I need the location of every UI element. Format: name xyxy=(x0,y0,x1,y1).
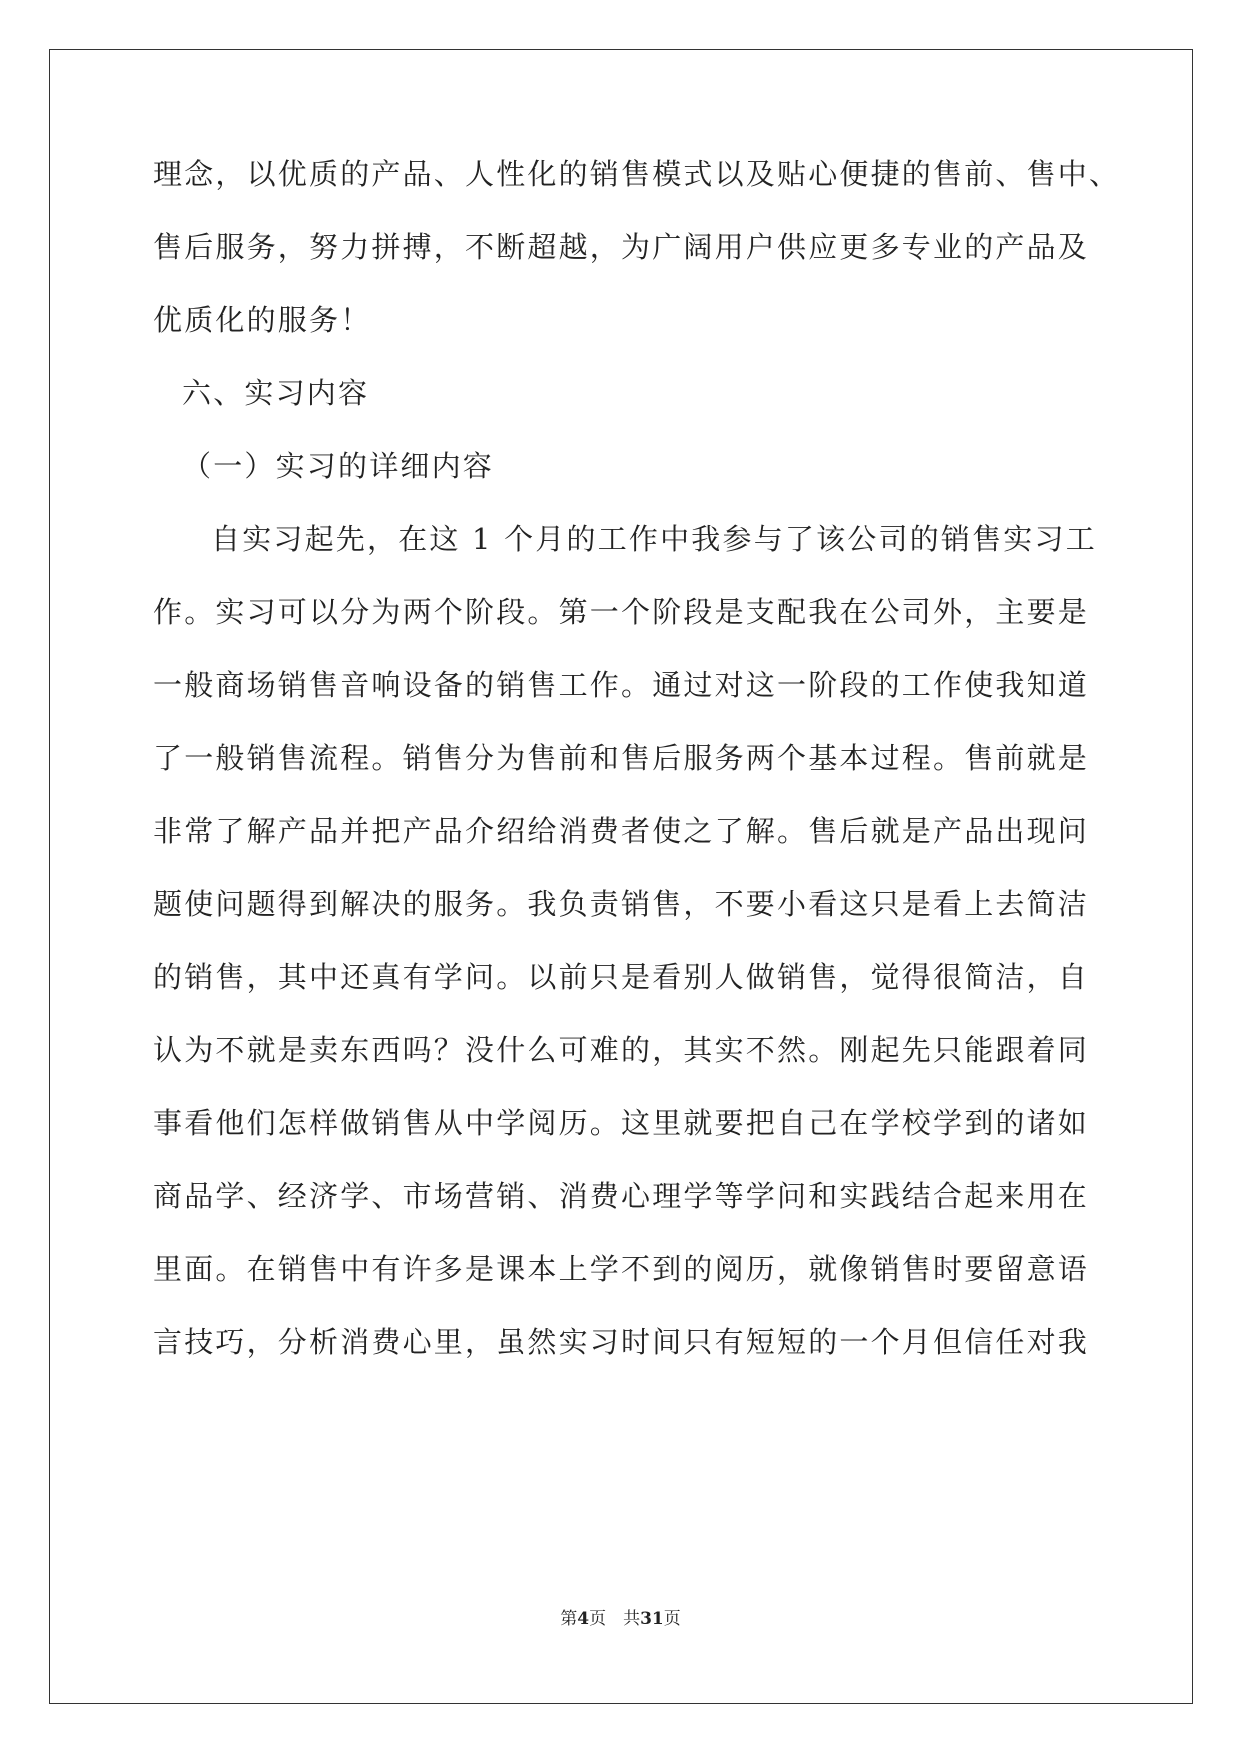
body-line: 的销售，其中还真有学问。以前只是看别人做销售，觉得很简洁，自 xyxy=(153,960,1090,994)
body-line: 题使问题得到解决的服务。我负责销售，不要小看这只是看上去简洁 xyxy=(153,887,1090,921)
body-line: 事看他们怎样做销售从中学阅历。这里就要把自己在学校学到的诸如 xyxy=(153,1106,1090,1140)
total-page-count: 31 xyxy=(640,1609,664,1629)
section-heading: 六、实习内容 xyxy=(182,376,370,410)
body-line: 言技巧，分析消费心里，虽然实习时间只有短短的一个月但信任对我 xyxy=(153,1325,1090,1359)
page-border xyxy=(49,49,1193,1704)
body-line: 售后服务，努力拼搏，不断超越，为广阔用户供应更多专业的产品及 xyxy=(153,230,1090,264)
body-line: 作。实习可以分为两个阶段。第一个阶段是支配我在公司外，主要是 xyxy=(153,595,1090,629)
body-line: 里面。在销售中有许多是课本上学不到的阅历，就像销售时要留意语 xyxy=(153,1252,1090,1286)
current-page-number: 4 xyxy=(577,1609,590,1629)
footer-prefix: 第 xyxy=(560,1609,578,1629)
body-line: 非常了解产品并把产品介绍给消费者使之了解。售后就是产品出现问 xyxy=(153,814,1090,848)
footer-suffix: 页 xyxy=(663,1609,681,1629)
body-line: 理念，以优质的产品、人性化的销售模式以及贴心便捷的售前、售中、 xyxy=(153,157,1121,191)
body-line: 一般商场销售音响设备的销售工作。通过对这一阶段的工作使我知道 xyxy=(153,668,1090,702)
body-line: 了一般销售流程。销售分为售前和售后服务两个基本过程。售前就是 xyxy=(153,741,1090,775)
footer-mid: 页 共 xyxy=(589,1609,641,1629)
body-line: 商品学、经济学、市场营销、消费心理学等学问和实践结合起来用在 xyxy=(153,1179,1090,1213)
subsection-heading: （一）实习的详细内容 xyxy=(182,449,495,483)
body-line: 优质化的服务！ xyxy=(153,303,372,337)
body-line: 认为不就是卖东西吗？没什么可难的，其实不然。刚起先只能跟着同 xyxy=(153,1033,1090,1067)
page-footer xyxy=(0,1609,1241,1629)
body-line: 自实习起先，在这 1 个月的工作中我参与了该公司的销售实习工 xyxy=(211,522,1097,556)
